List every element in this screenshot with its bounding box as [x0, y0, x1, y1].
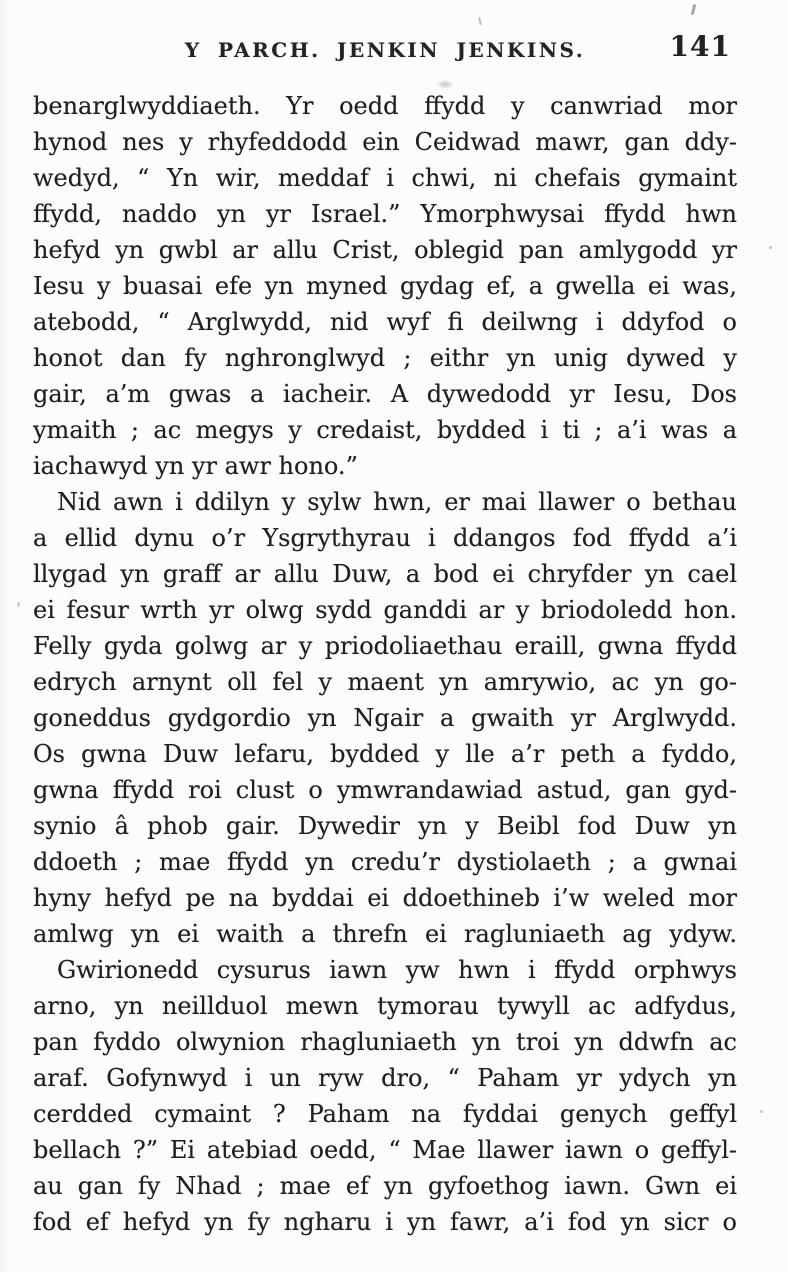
- text-line: pan fyddo olwynion rhagluniaeth yn troi yn ddwfn ac: [33, 1028, 737, 1056]
- text-line: Os gwna Duw lefaru, bydded y lle a’r peth a fyddo,: [33, 740, 737, 768]
- text-line: au gan fy Nhad ; mae ef yn gyfoethog iawn. Gwn ei: [33, 1172, 737, 1200]
- text-line: gair, a’m gwas a iacheir. A dywedodd yr Iesu, Dos: [33, 380, 737, 408]
- text-line: ffydd, naddo yn yr Israel.” Ymorphwysai ffydd hwn: [33, 200, 737, 228]
- text-line: cerdded cymaint ? Paham na fyddai genych geffyl: [33, 1100, 737, 1128]
- running-head: [33, 0, 737, 70]
- text-line: wedyd, “ Yn wir, meddaf i chwi, ni chefais gymaint: [33, 164, 737, 192]
- text-line: ddoeth ; mae ffydd yn credu’r dystiolaeth ; a gwnai: [33, 848, 737, 876]
- text-line: gwna ffydd roi clust o ymwrandawiad astud, gan gyd-: [33, 776, 737, 804]
- text-line: bellach ?” Ei atebiad oedd, “ Mae llawer iawn o geffyl-: [33, 1136, 737, 1164]
- text-line: goneddus gydgordio yn Ngair a gwaith yr Arglwydd.: [33, 704, 737, 732]
- text-line: synio â phob gair. Dywedir yn y Beibl fod Duw yn: [33, 812, 737, 840]
- text-line: edrych arnynt oll fel y maent yn amrywio, ac yn go-: [33, 668, 737, 696]
- scan-speck: [17, 602, 20, 607]
- text-line: ei fesur wrth yr olwg sydd ganddi ar y briodoledd hon.: [33, 596, 737, 624]
- text-line: ymaith ; ac megys y credaist, bydded i ti ; a’i was a: [33, 416, 737, 444]
- scan-speck: [760, 1110, 763, 1113]
- text-line: fod ef hefyd yn fy ngharu i yn fawr, a’i fod yn sicr o: [33, 1208, 737, 1236]
- text-line: hefyd yn gwbl ar allu Crist, oblegid pan amlygodd yr: [33, 236, 737, 264]
- scan-speck: [769, 246, 772, 249]
- text-line: arno, yn neillduol mewn tymorau tywyll ac adfydus,: [33, 992, 737, 1020]
- text-line: Iesu y buasai efe yn myned gydag ef, a gwella ei was,: [33, 272, 737, 300]
- text-line: hynod nes y rhyfeddodd ein Ceidwad mawr, gan ddy-: [33, 128, 737, 156]
- page-header-title: Y PARCH. JENKIN JENKINS.: [184, 38, 586, 62]
- text-line: iachawyd yn yr awr hono.”: [33, 452, 358, 480]
- text-line: amlwg yn ei waith a threfn ei ragluniaeth ag ydyw.: [33, 920, 737, 948]
- text-line: hyny hefyd pe na byddai ei ddoethineb i’w weled mor: [33, 884, 737, 912]
- text-line: Gwirionedd cysurus iawn yw hwn i ffydd orphwys: [57, 956, 737, 984]
- page-number: 141: [669, 30, 731, 63]
- text-line: honot dan fy nghronglwyd ; eithr yn unig dywed y: [33, 344, 737, 372]
- text-line: atebodd, “ Arglwydd, nid wyf fi deilwng i ddyfod o: [33, 308, 737, 336]
- text-line: llygad yn graff ar allu Duw, a bod ei chryfder yn cael: [33, 560, 737, 588]
- text-line: Felly gyda golwg ar y priodoliaethau eraill, gwna ffydd: [33, 632, 737, 660]
- text-line: araf. Gofynwyd i un ryw dro, “ Paham yr ydych yn: [33, 1064, 737, 1092]
- text-line: benarglwyddiaeth. Yr oedd ffydd y canwriad mor: [33, 92, 737, 120]
- text-line: a ellid dynu o’r Ysgrythyrau i ddangos fod ffydd a’i: [33, 524, 737, 552]
- text-column: [33, 88, 737, 1240]
- text-line: Nid awn i ddilyn y sylw hwn, er mai llawer o bethau: [57, 488, 737, 516]
